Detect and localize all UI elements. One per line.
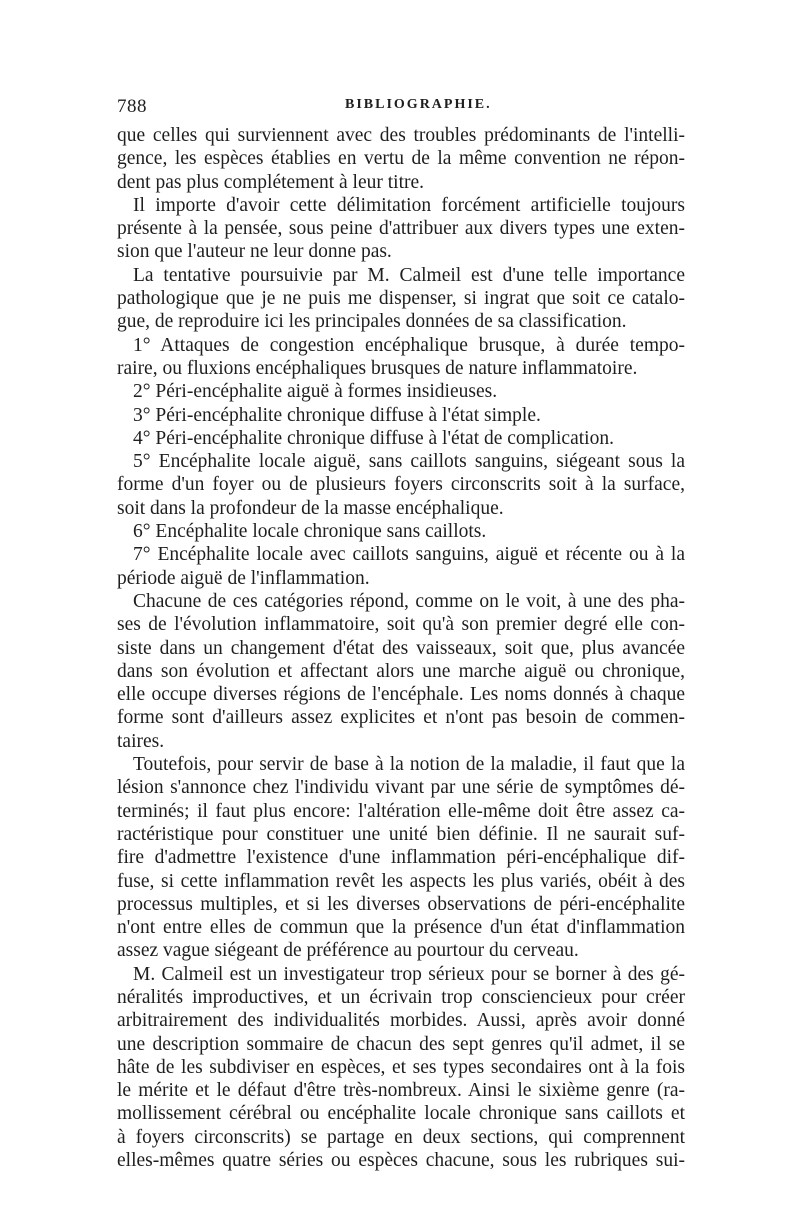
text-line: une description sommaire de chacun des sept genres qu'il admet, il se xyxy=(117,1033,685,1055)
text-line: raire, ou fluxions encéphaliques brusques de nature inflammatoire. xyxy=(117,357,638,379)
text-line: ses de l'évolution inflammatoire, soit qu'à son premier degré elle con- xyxy=(117,614,685,636)
text-line: n'ont entre elles de commun que la présence d'un état d'inflammation xyxy=(117,917,685,939)
text-line: elles-mêmes quatre séries ou espèces chacune, sous les rubriques sui- xyxy=(117,1150,685,1172)
text-line: gence, les espèces établies en vertu de la même convention ne répon- xyxy=(117,148,685,170)
text-line: elle occupe diverses régions de l'encéphale. Les noms donnés à chaque xyxy=(117,684,685,706)
text-line: 6° Encéphalite locale chronique sans caillots. xyxy=(133,521,487,543)
text-line: 3° Péri-encéphalite chronique diffuse à l'état simple. xyxy=(133,404,541,426)
text-line: que celles qui surviennent avec des troubles prédominants de l'intelli- xyxy=(117,125,685,146)
text-line: présente à la pensée, sous peine d'attribuer aux divers types une exten- xyxy=(117,218,685,240)
text-line: 5° Encéphalite locale aiguë, sans caillots sanguins, siégeant sous la xyxy=(133,451,685,473)
text-line: 2° Péri-encéphalite aiguë à formes insidieuses. xyxy=(133,381,498,403)
text-line: dans son évolution et affectant alors une marche aiguë ou chronique, xyxy=(117,660,685,682)
text-line: ractéristique pour constituer une unité bien définie. Il ne saurait suf- xyxy=(117,823,685,845)
text-line: processus multiples, et si les diverses observations de péri-encéphalite xyxy=(117,893,685,915)
text-line: 4° Péri-encéphalite chronique diffuse à l'état de complication. xyxy=(133,427,614,449)
body-text xyxy=(117,124,685,1172)
text-line: fuse, si cette inflammation revêt les aspects les plus variés, obéit à des xyxy=(117,870,685,892)
text-line: lésion s'annonce chez l'individu vivant par une série de symptômes dé- xyxy=(117,777,685,799)
text-line: soit dans la profondeur de la masse encéphalique. xyxy=(117,497,504,519)
text-line: forme d'un foyer ou de plusieurs foyers circonscrits soit à la surface, xyxy=(117,474,685,496)
text-line: Toutefois, pour servir de base à la notion de la maladie, il faut que la xyxy=(133,754,685,776)
text-line: période aiguë de l'inflammation. xyxy=(117,567,370,589)
text-line: gue, de reproduire ici les principales données de sa classification. xyxy=(117,311,627,333)
text-line: taires. xyxy=(117,730,165,752)
text-line: 7° Encéphalite locale avec caillots sanguins, aiguë et récente ou à la xyxy=(133,544,685,566)
running-title: BIBLIOGRAPHIE. xyxy=(345,97,492,112)
text-line: pathologique que je ne puis me dispenser, si ingrat que soit ce catalo- xyxy=(117,288,685,310)
text-line: sion que l'auteur ne leur donne pas. xyxy=(117,241,392,263)
text-line: à foyers circonscrits) se partage en deux sections, qui comprennent xyxy=(117,1126,685,1148)
text-line: dent pas plus complétement à leur titre. xyxy=(117,171,425,193)
text-line: 1° Attaques de congestion encéphalique brusque, à durée tempo- xyxy=(133,334,685,356)
text-line: terminés; il faut plus encore: l'altération elle-même doit être assez ca- xyxy=(117,800,685,822)
text-line: hâte de les subdiviser en espèces, et ses types secondaires ont à la fois xyxy=(117,1056,685,1078)
text-line: siste dans un changement d'état des vaisseaux, soit que, plus avancée xyxy=(117,637,685,659)
text-line: néralités improductives, et un écrivain trop consciencieux pour créer xyxy=(117,986,685,1008)
text-line: arbitrairement des individualités morbides. Aussi, après avoir donné xyxy=(117,1010,685,1032)
text-line: forme sont d'ailleurs assez explicites et n'ont pas besoin de commen- xyxy=(117,707,685,729)
text-line: mollissement cérébral ou encéphalite locale chronique sans caillots et xyxy=(117,1103,685,1125)
running-head xyxy=(117,96,685,120)
text-line: assez vague siégeant de préférence au pourtour du cerveau. xyxy=(117,940,579,962)
text-line: fire d'admettre l'existence d'une inflammation péri-encéphalique dif- xyxy=(117,847,685,869)
text-line: La tentative poursuivie par M. Calmeil est d'une telle importance xyxy=(133,264,685,286)
text-line: Il importe d'avoir cette délimitation forcément artificielle toujours xyxy=(133,194,685,216)
text-line: M. Calmeil est un investigateur trop sérieux pour se borner à des gé- xyxy=(133,963,685,985)
page-number: 788 xyxy=(117,96,147,117)
text-line: Chacune de ces catégories répond, comme on le voit, à une des pha- xyxy=(133,590,685,612)
text-line: le mérite et le défaut d'être très-nombreux. Ainsi le sixième genre (ra- xyxy=(117,1080,685,1102)
